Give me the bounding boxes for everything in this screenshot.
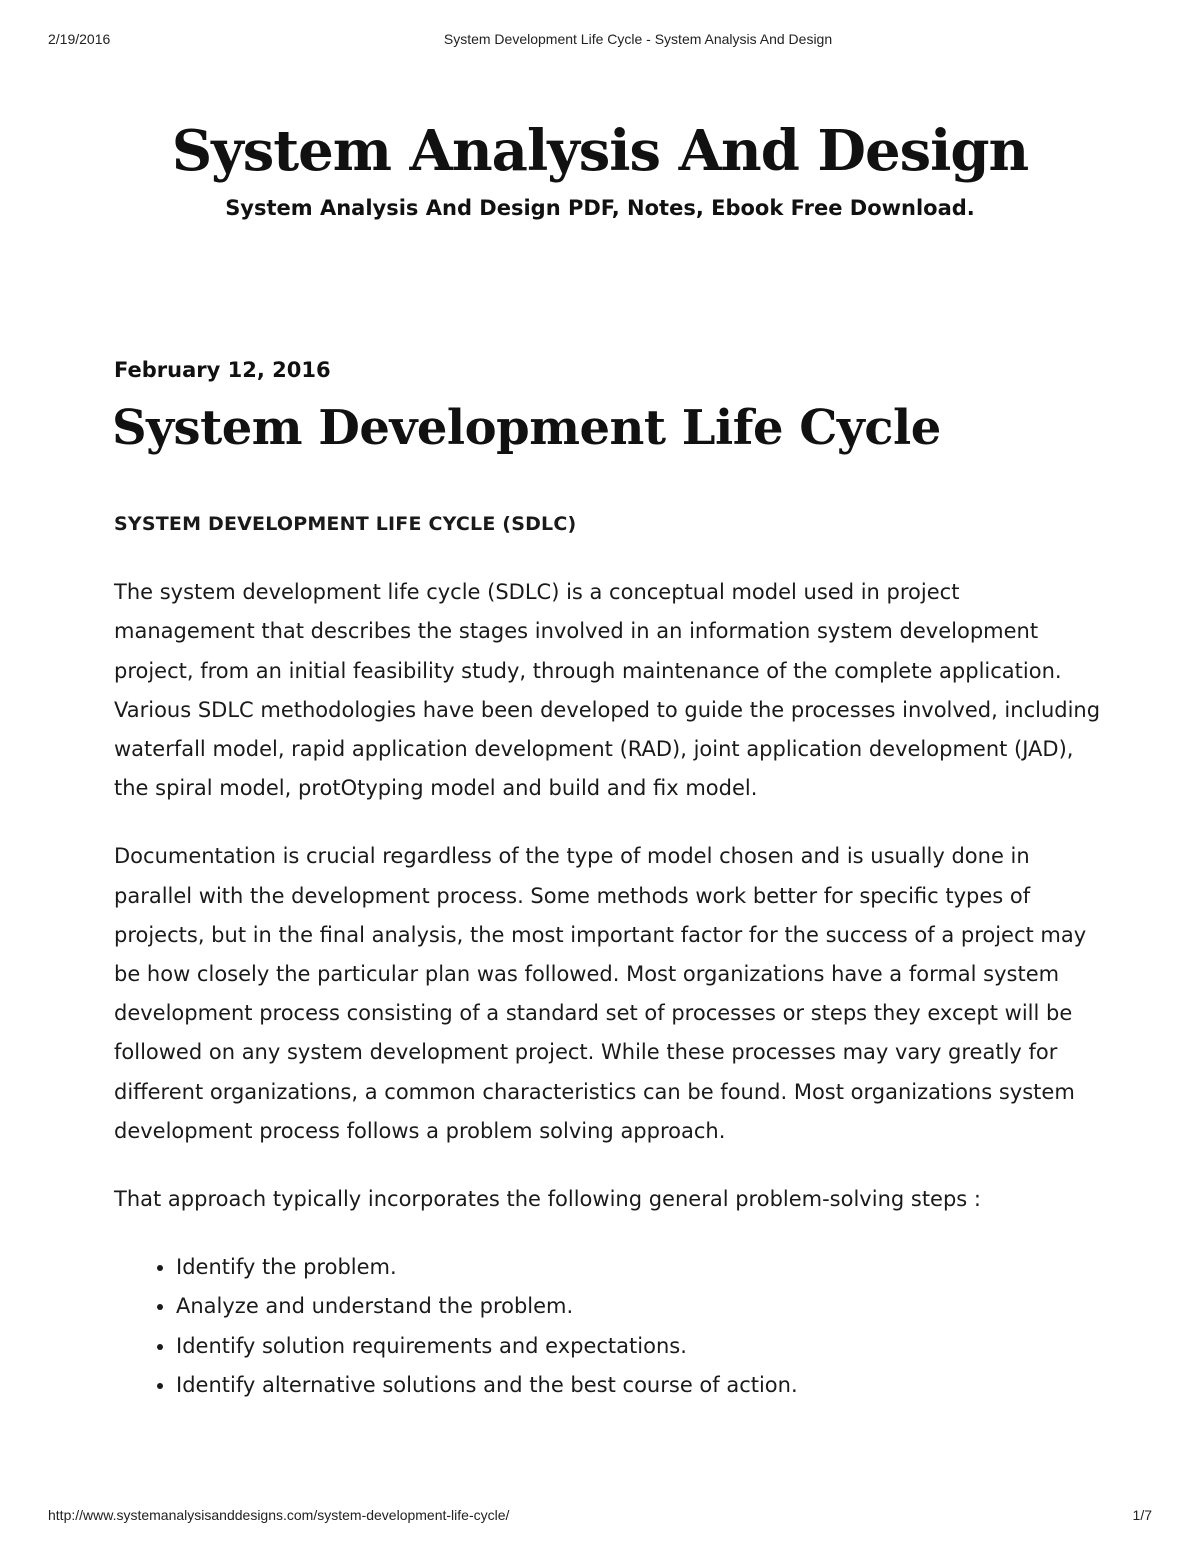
- paragraph-approach: That approach typically incorporates the following general problem-solving steps :: [114, 1187, 981, 1212]
- problem-solving-steps-list: [114, 1248, 1104, 1405]
- paragraph-sdlc-definition: The system development life cycle (SDLC) is a conceptual model used in project management that describes the stages involved in an information system development project, from an initial feasibility study, through maintenance of the complete application. Various SDLC methodologies have been developed to guide the processes involved, including waterfall model, rapid application development (RAD), joint application development (JAD), the spiral model, protOtyping model and build and fix model.: [114, 580, 1101, 801]
- print-page-title: System Development Life Cycle - System Analysis And Design: [443, 31, 833, 47]
- post-title: System Development Life Cycle: [112, 400, 941, 456]
- paragraph-documentation: Documentation is crucial regardless of the type of model chosen and is usually done in parallel with the development process. Some methods work better for specific types of projects, but in the final analysis, the most important factor for the success of a project may be how closely the particular plan was followed. Most organizations have a formal system development process consisting of a standard set of processes or steps they except will be followed on any system development project. While these processes may vary greatly for different organizations, a common characteristics can be found. Most organizations system development process follows a problem solving approach.: [114, 844, 1087, 1143]
- site-title[interactable]: System Analysis And Design: [171, 118, 1029, 184]
- print-date: 2/19/2016: [48, 31, 111, 47]
- post-date: February 12, 2016: [114, 358, 331, 382]
- site-tagline: System Analysis And Design PDF, Notes, Ebook Free Download.: [225, 196, 975, 220]
- list-item: • Identify solution requirements and expectations.: [176, 1327, 1104, 1366]
- print-page-number: 1/7: [1132, 1507, 1152, 1523]
- list-item: • Identify alternative solutions and the best course of action.: [176, 1366, 1104, 1405]
- print-url: http://www.systemanalysisanddesigns.com/system-development-life-cycle/: [48, 1507, 510, 1523]
- list-item: • Analyze and understand the problem.: [176, 1287, 1104, 1326]
- print-footer: [0, 1507, 1200, 1527]
- section-heading: SYSTEM DEVELOPMENT LIFE CYCLE (SDLC): [114, 513, 577, 535]
- post-content: [114, 505, 1104, 1405]
- print-header: [0, 31, 1200, 51]
- list-item: • Identify the problem.: [176, 1248, 1104, 1287]
